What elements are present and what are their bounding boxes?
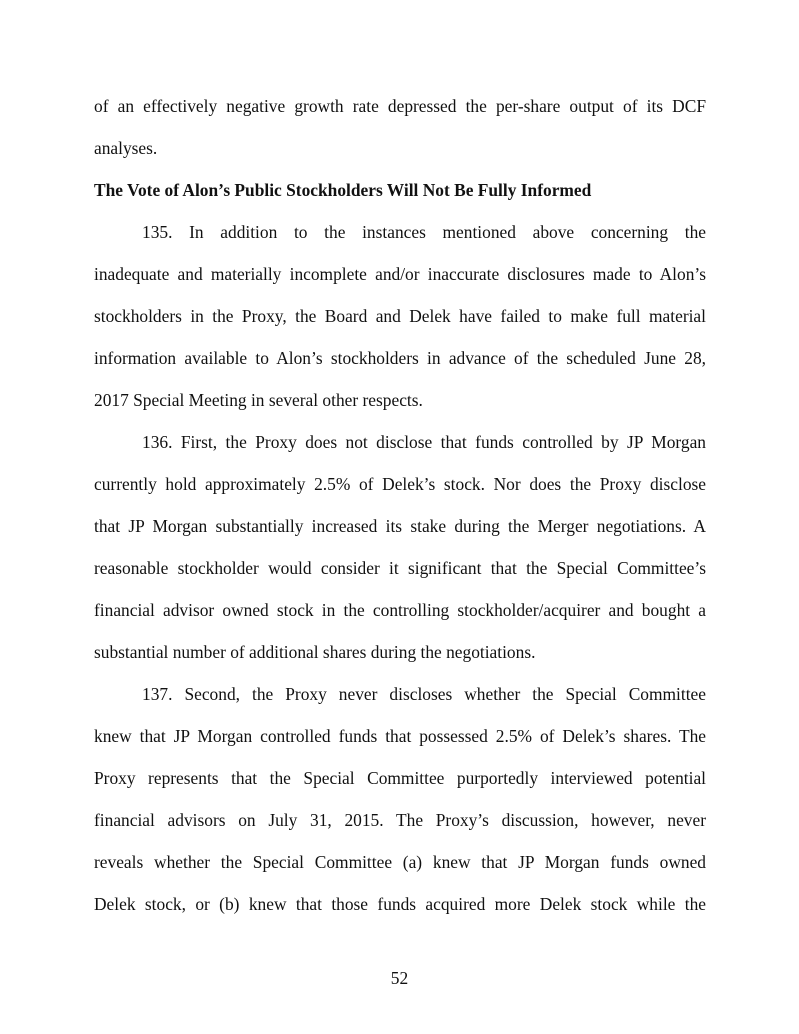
text-line: currently hold approximately 2.5% of Delek’s stock. Nor does the Proxy disclose	[94, 474, 706, 494]
text-line: information available to Alon’s stockholders in advance of the scheduled June 28,	[94, 348, 706, 368]
text-line: reveals whether the Special Committee (a) knew that JP Morgan funds owned	[94, 852, 706, 872]
paragraph-135-start: 135. In addition to the instances mentioned above concerning the	[142, 222, 706, 242]
text-line: Proxy represents that the Special Committee purportedly interviewed potential	[94, 768, 706, 788]
text-line: of an effectively negative growth rate depressed the per-share output of its DCF	[94, 96, 706, 116]
text-line: Delek stock, or (b) knew that those funds acquired more Delek stock while the	[94, 894, 706, 914]
text-line: substantial number of additional shares during the negotiations.	[94, 642, 536, 662]
text-line: stockholders in the Proxy, the Board and Delek have failed to make full material	[94, 306, 706, 326]
text-line: knew that JP Morgan controlled funds that possessed 2.5% of Delek’s shares. The	[94, 726, 706, 746]
text-line: that JP Morgan substantially increased its stake during the Merger negotiations. A	[94, 516, 706, 536]
paragraph-137-start: 137. Second, the Proxy never discloses whether the Special Committee	[142, 684, 706, 704]
text-line: inadequate and materially incomplete and/or inaccurate disclosures made to Alon’s	[94, 264, 706, 284]
page-number: 52	[390, 968, 409, 988]
document-page	[94, 0, 706, 1034]
text-line: 2017 Special Meeting in several other respects.	[94, 390, 423, 410]
section-heading: The Vote of Alon’s Public Stockholders Will Not Be Fully Informed	[94, 180, 592, 200]
text-line: financial advisors on July 31, 2015. The Proxy’s discussion, however, never	[94, 810, 706, 830]
text-line: reasonable stockholder would consider it significant that the Special Committee’s	[94, 558, 706, 578]
text-line: financial advisor owned stock in the controlling stockholder/acquirer and bought a	[94, 600, 706, 620]
paragraph-136-start: 136. First, the Proxy does not disclose that funds controlled by JP Morgan	[142, 432, 706, 452]
text-line: analyses.	[94, 138, 158, 158]
